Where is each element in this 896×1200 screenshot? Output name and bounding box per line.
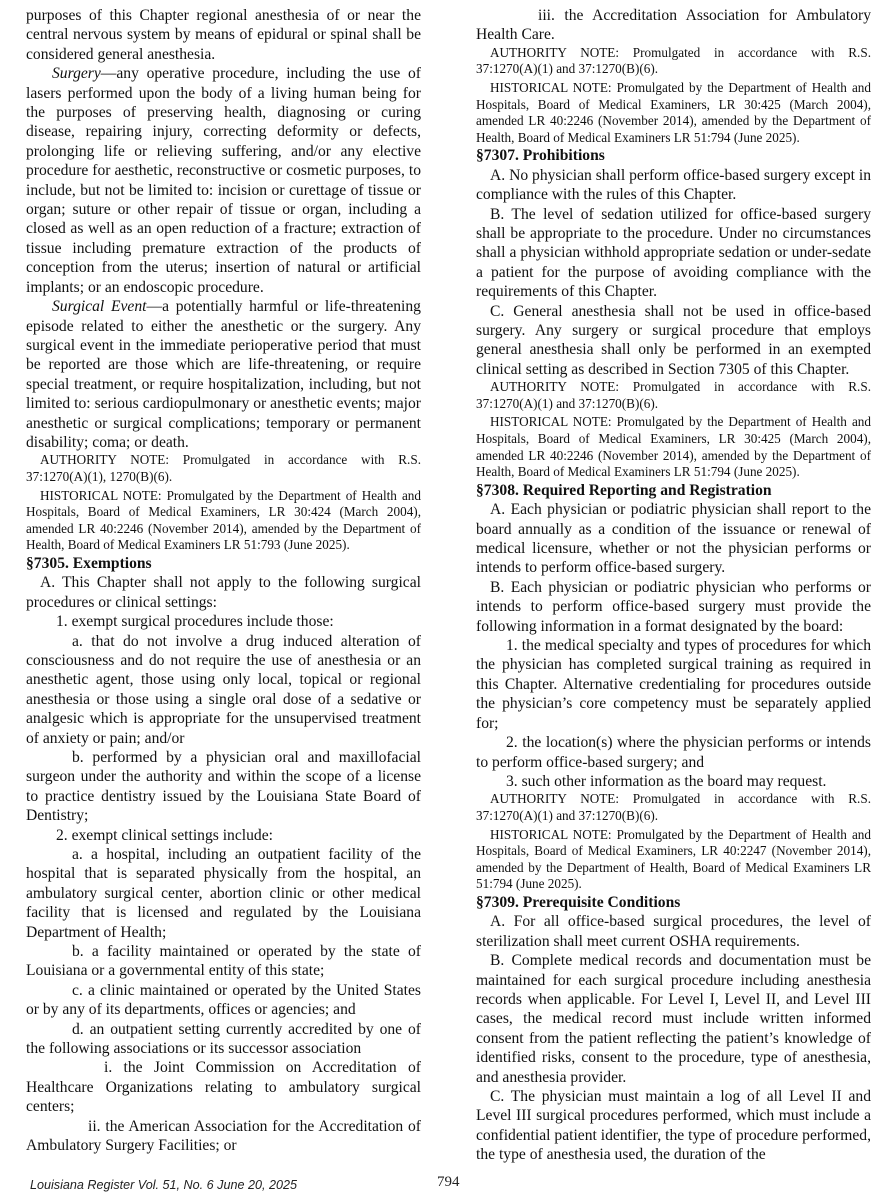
publication-footer: Louisiana Register Vol. 51, No. 6 June 20, 2025 xyxy=(30,1178,297,1192)
left-column xyxy=(26,6,421,1156)
paragraph-7307-b: B. The level of sedation utilized for office-based surgery shall be appropriate to the procedure. Under no circumstances shall a physician withhold appropriate sedation or under-sedate a patient for the purpose of avoiding compliance with the requirements of this Chapter. xyxy=(476,205,871,301)
definition-surgery-text: —any operative procedure, including the use of lasers performed upon the body of a living human being for the purposes of preserving health, diagnosing or curing disease, repairing injury, correcting deformity or defects, prolonging life or relieving suffering, and/or any elective procedure for aesthetic, reconstructive or cosmetic purposes, to include, but not be limited to: incision or curettage of tissue or organ; suture or other repair of tissue or organ, including a closed as well as an open reduction of a fracture; extraction of tissue including premature extraction of the products of conception from the uterus; insertion of natural or artificial implants; or an endoscopic procedure. xyxy=(26,65,421,296)
paragraph-7305-a-1: 1. exempt surgical procedures include those: xyxy=(56,613,334,631)
section-heading-7308: §7308. Required Reporting and Registration xyxy=(476,481,772,499)
section-heading-7307: §7307. Prohibitions xyxy=(476,147,605,165)
paragraph-intro-continuation: purposes of this Chapter regional anesthesia of or near the central nervous system by means of epidural or spinal shall be considered general anesthesia. xyxy=(26,7,421,63)
paragraph-7309-c: C. The physician must maintain a log of all Level II and Level III surgical procedures performed, which must include a confidential patient identifier, the type of procedure performed, the type of anesthesia used, the duration of the xyxy=(476,1087,871,1164)
paragraph-7305-a: A. This Chapter shall not apply to the following surgical procedures or clinical settings: xyxy=(26,574,421,611)
right-column xyxy=(476,6,871,1165)
paragraph-7305-a-2-d-iii: iii. the Accreditation Association for Ambulatory Health Care. xyxy=(476,7,871,44)
section-heading-7305: §7305. Exemptions xyxy=(26,554,152,572)
definition-surgical-event-text: —a potentially harmful or life-threatening episode related to either the anesthetic or the surgery. Any surgical event in the immediate perioperative period that must be reported are those which are life-threatening, or require special treatment, or require hospitalization, including, but not limited to: serious cardiopulmonary or anesthetic events; major anesthetic or surgical complications; temporary or permanent disability; coma; or death. xyxy=(26,298,421,451)
section-heading-7309: §7309. Prerequisite Conditions xyxy=(476,893,681,911)
paragraph-7305-a-2-d-i: i. the Joint Commission on Accreditation of Healthcare Organizations relating to ambulatory surgical centers; xyxy=(26,1059,421,1116)
paragraph-7309-a: A. For all office-based surgical procedures, the level of sterilization shall meet current OSHA requirements. xyxy=(476,913,871,950)
term-surgery: Surgery xyxy=(52,65,101,83)
paragraph-7309-b: B. Complete medical records and documentation must be maintained for each surgical procedure including anesthesia records when applicable. For Level I, Level II, and Level III cases, the medical record must include written informed consent from the patient reflecting the patient’s knowledge of identified risks, consent to the procedure, type of anesthesia, and anesthesia provider. xyxy=(476,952,871,1086)
authority-note: AUTHORITY NOTE: Promulgated in accordance with R.S. 37:1270(A)(1) and 37:1270(B)(6). xyxy=(476,44,871,77)
paragraph-7308-b: B. Each physician or podiatric physician who performs or intends to perform office-based surgery must provide the following information in a format designated by the board: xyxy=(476,578,871,635)
paragraph-7308-b-3: 3. such other information as the board may request. xyxy=(506,772,827,790)
term-surgical-event: Surgical Event xyxy=(52,298,147,316)
paragraph-7308-b-2: 2. the location(s) where the physician performs or intends to perform office-based surgery; and xyxy=(476,734,871,771)
page-number: 794 xyxy=(437,1174,460,1190)
paragraph-7305-a-1-b: b. performed by a physician oral and maxillofacial surgeon under the authority and within the scope of a license to practice dentistry issued by the Louisiana State Board of Dentistry; xyxy=(26,748,421,825)
paragraph-7305-a-2-b: b. a facility maintained or operated by the state of Louisiana or a governmental entity of this state; xyxy=(26,943,421,980)
paragraph-7305-a-2-d: d. an outpatient setting currently accredited by one of the following associations or its successor association xyxy=(26,1020,421,1058)
paragraph-7305-a-1-a: a. that do not involve a drug induced alteration of consciousness and do not require the use of anesthesia or an anesthetic agent, those using only local, topical or regional anesthesia or those using a single oral dose of a sedative or analgesic which is appropriate for the unsupervised treatment of anxiety or pain; and/or xyxy=(26,632,421,747)
historical-note: HISTORICAL NOTE: Promulgated by the Department of Health and Hospitals, Board of Medical Examiners, LR 30:425 (March 2004), amended LR 40:2246 (November 2014), amended by the Department of Health, Board of Medical Examiners LR 51:794 (June 2025). xyxy=(476,414,871,480)
authority-note: AUTHORITY NOTE: Promulgated in accordance with R.S. 37:1270(A)(1), 1270(B)(6). xyxy=(26,452,421,484)
paragraph-7305-a-2-d-ii: ii. the American Association for the Accreditation of Ambulatory Surgery Facilities; or xyxy=(26,1117,421,1155)
paragraph-7308-a: A. Each physician or podiatric physician shall report to the board annually as a condition of the issuance or renewal of medical licensure, whether or not the physician performs or intends to perform office-based surgery. xyxy=(476,501,871,577)
definition-surgical-event xyxy=(26,297,421,452)
historical-note: HISTORICAL NOTE: Promulgated by the Department of Health and Hospitals, Board of Medical Examiners, LR 30:424 (March 2004), amended LR 40:2246 (November 2014), amended by the Department of Health, Board of Medical Examiners LR 51:793 (June 2025). xyxy=(26,487,421,553)
definition-surgery xyxy=(26,64,421,297)
paragraph-7307-a: A. No physician shall perform office-based surgery except in compliance with the rules of this Chapter. xyxy=(476,166,871,204)
paragraph-7307-c: C. General anesthesia shall not be used in office-based surgery. Any surgery or surgical procedure that employs general anesthesia shall only be performed in an exempted clinical setting as described in Section 7305 of this Chapter. xyxy=(476,302,871,378)
authority-note: AUTHORITY NOTE: Promulgated in accordance with R.S. 37:1270(A)(1) and 37:1270(B)(6). xyxy=(476,379,871,411)
authority-note: AUTHORITY NOTE: Promulgated in accordance with R.S. 37:1270(A)(1) and 37:1270(B)(6). xyxy=(476,791,871,823)
paragraph-7305-a-2-c: c. a clinic maintained or operated by the United States or by any of its departments, offices or agencies; and xyxy=(26,981,421,1019)
paragraph-7308-b-1: 1. the medical specialty and types of procedures for which the physician has completed surgical training as required in this Chapter. Alternative credentialing for procedures outside the physician’s core competency must be separately applied for; xyxy=(476,637,871,732)
paragraph-7305-a-2-a: a. a hospital, including an outpatient facility of the hospital that is separated physically from the hospital, an ambulatory surgical center, abortion clinic or other medical facility that is licensed and regulated by the Louisiana Department of Health; xyxy=(26,846,421,941)
paragraph-7305-a-2: 2. exempt clinical settings include: xyxy=(56,826,273,844)
historical-note: HISTORICAL NOTE: Promulgated by the Department of Health and Hospitals, Board of Medical Examiners, LR 30:425 (March 2004), amended LR 40:2246 (November 2014), amended by the Department of Health, Board of Medical Examiners LR 51:794 (June 2025). xyxy=(476,80,871,145)
historical-note: HISTORICAL NOTE: Promulgated by the Department of Health and Hospitals, Board of Medical Examiners, LR 40:2247 (November 2014), amended by the Department of Health, Board of Medical Examiners LR 51:794 (June 2025). xyxy=(476,826,871,892)
